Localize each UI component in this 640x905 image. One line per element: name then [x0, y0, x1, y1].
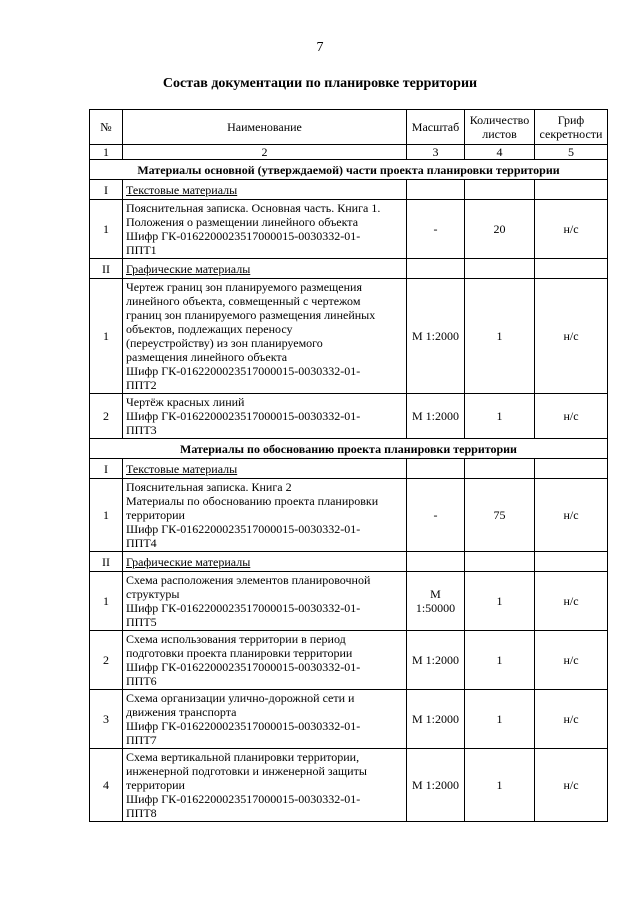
table-row — [90, 279, 608, 394]
item-sheets: 1 — [465, 572, 535, 631]
table-row — [90, 690, 608, 749]
item-secrecy: н/с — [535, 394, 608, 439]
group-label: Графические материалы — [123, 259, 407, 279]
item-number: 1 — [90, 200, 123, 259]
column-index: 2 — [123, 145, 407, 160]
item-secrecy: н/с — [535, 631, 608, 690]
group-roman-numeral: I — [90, 459, 123, 479]
documentation-table-body — [90, 110, 608, 822]
item-name: Пояснительная записка. Основная часть. Книга 1. Положения о размещении линейного объекта Шифр ГК-0162200023517000015-0030332-01- ППТ1 — [123, 200, 407, 259]
page-number: 7 — [316, 40, 324, 55]
item-scale: М 1:2000 — [407, 749, 465, 822]
group-label: Текстовые материалы — [123, 459, 407, 479]
column-index: 4 — [465, 145, 535, 160]
item-scale: М 1:2000 — [407, 631, 465, 690]
item-number: 3 — [90, 690, 123, 749]
group-roman-numeral: II — [90, 259, 123, 279]
item-name: Схема расположения элементов планировочной структуры Шифр ГК-0162200023517000015-0030332-01- ППТ5 — [123, 572, 407, 631]
column-index: 5 — [535, 145, 608, 160]
group-row — [90, 552, 608, 572]
item-number: 1 — [90, 279, 123, 394]
empty-cell — [535, 459, 608, 479]
section-heading-row — [90, 160, 608, 180]
group-row — [90, 459, 608, 479]
group-label: Графические материалы — [123, 552, 407, 572]
item-scale: - — [407, 479, 465, 552]
item-name: Чертеж границ зон планируемого размещения линейного объекта, совмещенный с чертежом границ зон планируемого размещения линейных объектов, подлежащих переносу (переустройству) из зон планируемого размещения линейного объекта Шифр ГК-0162200023517000015-0030332-01- ППТ2 — [123, 279, 407, 394]
item-secrecy: н/с — [535, 279, 608, 394]
group-row — [90, 259, 608, 279]
document-title: Состав документации по планировке территории — [162, 76, 478, 91]
empty-cell — [535, 180, 608, 200]
empty-cell — [535, 259, 608, 279]
item-sheets: 1 — [465, 749, 535, 822]
table-row — [90, 200, 608, 259]
item-name: Чертёж красных линий Шифр ГК-0162200023517000015-0030332-01- ППТ3 — [123, 394, 407, 439]
item-sheets: 20 — [465, 200, 535, 259]
header-num: № — [90, 110, 123, 145]
item-scale: - — [407, 200, 465, 259]
item-secrecy: н/с — [535, 749, 608, 822]
empty-cell — [407, 459, 465, 479]
item-scale: М 1:50000 — [407, 572, 465, 631]
section-heading-row — [90, 439, 608, 459]
header-name: Наименование — [123, 110, 407, 145]
item-name: Схема организации улично-дорожной сети и движения транспорта Шифр ГК-0162200023517000015-0030332-01- ППТ7 — [123, 690, 407, 749]
group-roman-numeral: I — [90, 180, 123, 200]
empty-cell — [407, 259, 465, 279]
item-scale: М 1:2000 — [407, 690, 465, 749]
item-number: 4 — [90, 749, 123, 822]
item-sheets: 1 — [465, 631, 535, 690]
column-index: 3 — [407, 145, 465, 160]
item-number: 1 — [90, 479, 123, 552]
documentation-table — [89, 109, 608, 822]
table-row — [90, 572, 608, 631]
group-row — [90, 180, 608, 200]
column-index-row — [90, 145, 608, 160]
empty-cell — [465, 552, 535, 572]
item-secrecy: н/с — [535, 690, 608, 749]
item-name: Пояснительная записка. Книга 2 Материалы по обоснованию проекта планировки территории Шифр ГК-0162200023517000015-0030332-01- ППТ4 — [123, 479, 407, 552]
item-sheets: 1 — [465, 279, 535, 394]
empty-cell — [535, 552, 608, 572]
empty-cell — [465, 459, 535, 479]
table-header-row — [90, 110, 608, 145]
empty-cell — [407, 180, 465, 200]
item-number: 1 — [90, 572, 123, 631]
table-row — [90, 749, 608, 822]
header-scale: Масштаб — [407, 110, 465, 145]
item-number: 2 — [90, 394, 123, 439]
section-heading: Материалы по обоснованию проекта планировки территории — [90, 439, 608, 459]
empty-cell — [465, 180, 535, 200]
table-row — [90, 631, 608, 690]
empty-cell — [465, 259, 535, 279]
table-row — [90, 479, 608, 552]
empty-cell — [407, 552, 465, 572]
item-name: Схема вертикальной планировки территории, инженерной подготовки и инженерной защиты территории Шифр ГК-0162200023517000015-0030332-01- ППТ8 — [123, 749, 407, 822]
group-label: Текстовые материалы — [123, 180, 407, 200]
header-secrecy: Гриф секретности — [535, 110, 608, 145]
item-sheets: 1 — [465, 690, 535, 749]
column-index: 1 — [90, 145, 123, 160]
group-roman-numeral: II — [90, 552, 123, 572]
item-number: 2 — [90, 631, 123, 690]
item-scale: М 1:2000 — [407, 279, 465, 394]
item-secrecy: н/с — [535, 200, 608, 259]
table-row — [90, 394, 608, 439]
item-secrecy: н/с — [535, 572, 608, 631]
header-sheets: Количество листов — [465, 110, 535, 145]
item-secrecy: н/с — [535, 479, 608, 552]
item-sheets: 1 — [465, 394, 535, 439]
section-heading: Материалы основной (утверждаемой) части проекта планировки территории — [90, 160, 608, 180]
item-scale: М 1:2000 — [407, 394, 465, 439]
item-name: Схема использования территории в период подготовки проекта планировки территории Шифр ГК-0162200023517000015-0030332-01- ППТ6 — [123, 631, 407, 690]
item-sheets: 75 — [465, 479, 535, 552]
